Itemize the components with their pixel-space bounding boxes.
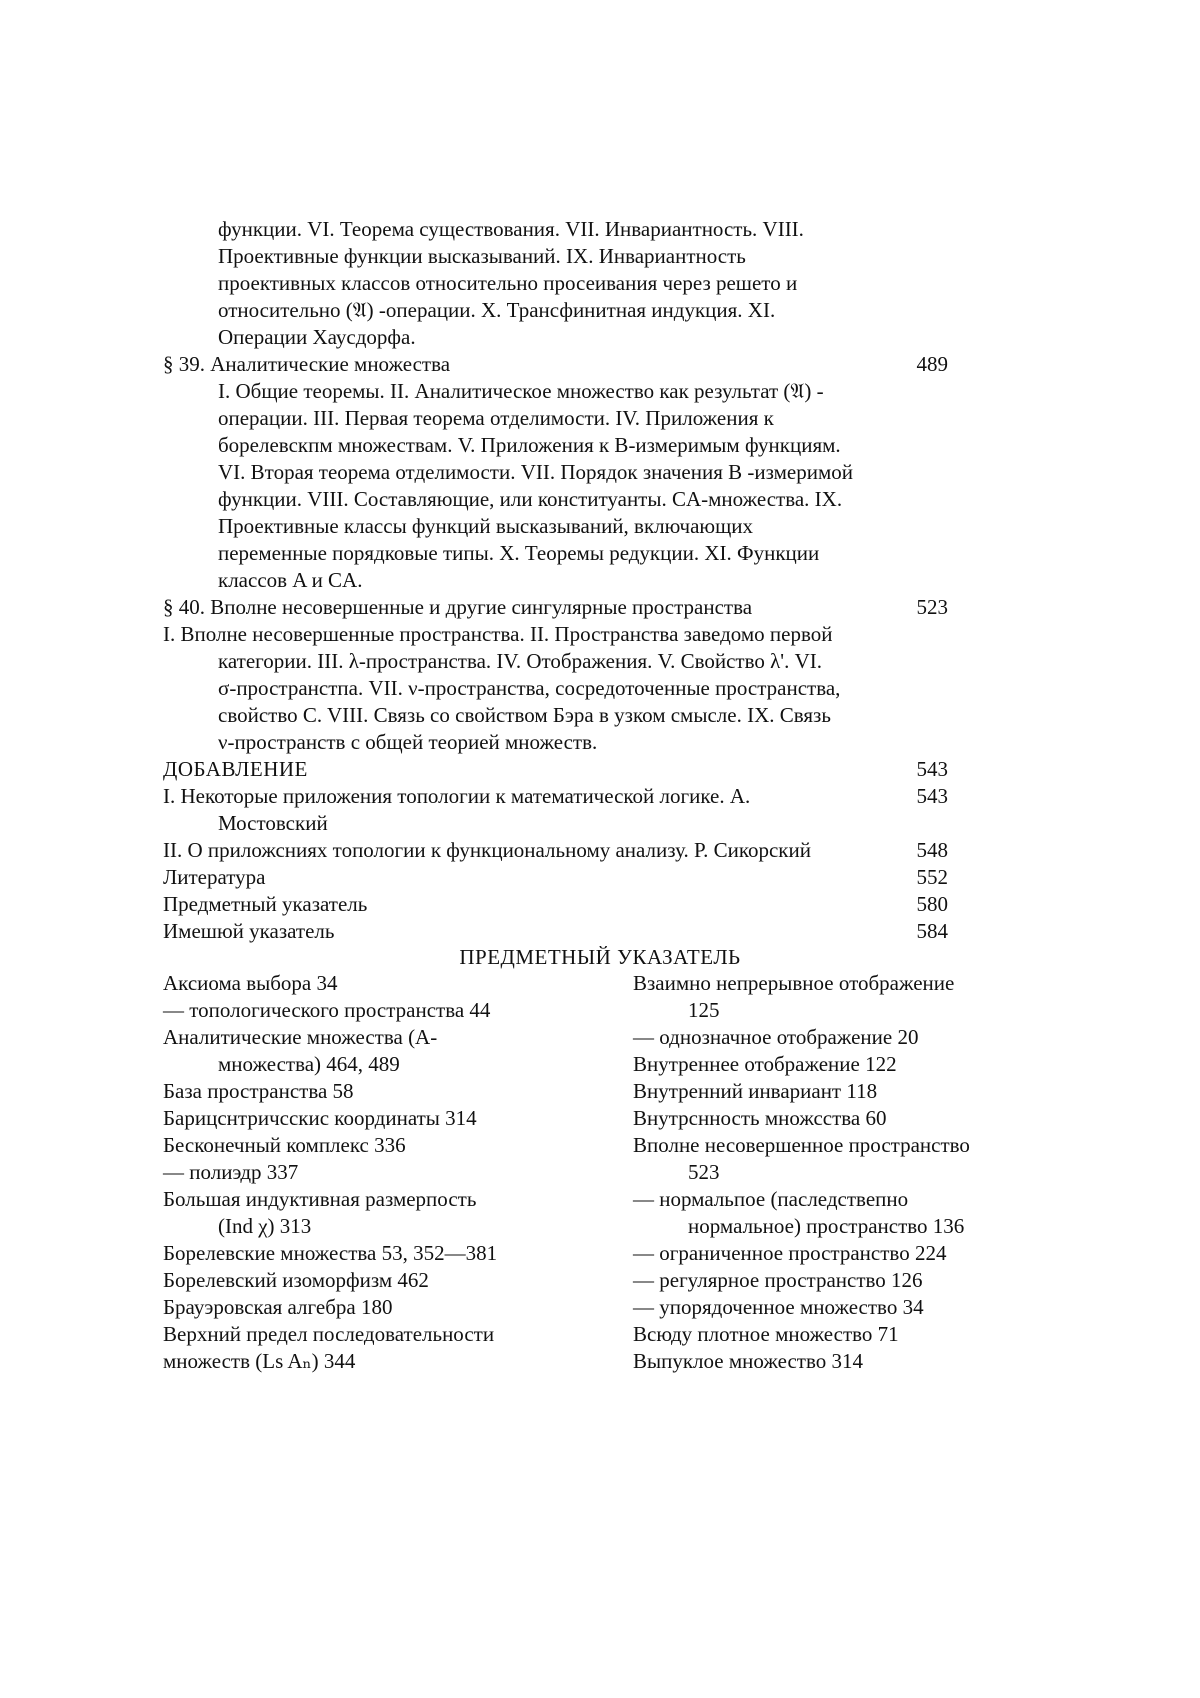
toc-line: борелевскпм множествам. V. Приложения к B-измеримым функциям. [218,433,841,457]
index-entry: Взаимно непрерывное отображение [633,971,955,995]
toc-entry-title: Предметный указатель [163,892,368,916]
toc-page-number: 580 [916,892,948,916]
index-entry: — упорядоченное множество 34 [633,1295,924,1319]
toc-entry-title: II. О приложсниях топологии к функциональному анализу. Р. Сикорский [163,838,811,862]
toc-page-number: 543 [916,784,948,808]
index-entry: — однозначное отображение 20 [633,1025,919,1049]
index-entry: Аналитические множества (A- [163,1025,438,1049]
index-entry: нормальное) пространство 136 [688,1214,965,1238]
index-entry: Внутрснность множсства 60 [633,1106,887,1130]
index-entry: Брауэровская алгебра 180 [163,1295,393,1319]
toc-line: функции. VIII. Составляющие, или конституанты. CA-множества. IX. [218,487,843,511]
toc-page-number: 489 [916,352,948,376]
toc-line: ν-пространств с общей теорией множеств. [218,730,598,754]
toc-line: классов A и CA. [218,568,363,592]
index-entry: Борелевские множества 53, 352—381 [163,1241,498,1265]
toc-line: относительно (𝔄) -операции. X. Трансфинитная индукция. XI. [218,298,776,322]
index-entry: — полиэдр 337 [163,1160,299,1184]
index-entry: — ограниченное пространство 224 [633,1241,947,1265]
toc-line: VI. Вторая теорема отделимости. VII. Порядок значения B -измеримой [218,460,853,484]
index-entry: — нормальпое (паследствепно [633,1187,909,1211]
toc-line: переменные порядковые типы. X. Теоремы редукции. XI. Функции [218,541,820,565]
toc-entry-title: Литература [163,865,266,889]
toc-line: проективных классов относительно просеивания через решето и [218,271,798,295]
toc-line: функции. VI. Теорема существования. VII. Инвариантность. VIII. [218,217,804,241]
toc-page-number: 548 [916,838,948,862]
toc-entry-title: § 39. Аналитические множества [163,352,451,376]
index-entry: Вполне несовершенное пространство [633,1133,970,1157]
toc-line: I. Общие теоремы. II. Аналитическое множество как результат (𝔄) - [218,379,824,403]
index-entry: Аксиома выбора 34 [163,971,338,995]
toc-line: Операции Хаусдорфа. [218,325,416,349]
toc-entry-title: Имешюй указатель [163,919,335,943]
index-entry: Барицснтричсскис координаты 314 [163,1106,477,1130]
toc-line: свойство C. VIII. Связь со свойством Бэра в узком смысле. IX. Связь [218,703,831,727]
index-entry: множества) 464, 489 [218,1052,400,1076]
toc-line: категории. III. λ-пространства. IV. Отображения. V. Свойство λ'. VI. [218,649,822,673]
index-entry: Всюду плотное множество 71 [633,1322,899,1346]
index-entry: 523 [688,1160,720,1184]
toc-line: Проективные классы функций высказываний, включающих [218,514,754,538]
index-entry: Внутреннее отображение 122 [633,1052,897,1076]
toc-entry-title: § 40. Вполне несовершенные и другие сингулярные пространства [163,595,753,619]
index-entry: Внутренний инвариант 118 [633,1079,878,1103]
index-entry: Борелевский изоморфизм 462 [163,1268,429,1292]
toc-line: операции. III. Первая теорема отделимости. IV. Приложения к [218,406,774,430]
toc-line: σ-пространстпа. VII. ν-пространства, сосредоточенные пространства, [218,676,841,700]
toc-appendix-title: ДОБАВЛЕНИЕ [163,757,308,781]
toc-entry-title: I. Некоторые приложения топологии к математической логике. А. [163,784,751,808]
index-entry: 125 [688,998,720,1022]
index-entry: Бесконечный комплекс 336 [163,1133,406,1157]
toc-page-number: 523 [916,595,948,619]
index-entry: Большая индуктивная размерпость [163,1187,477,1211]
toc-page-number: 584 [916,919,948,943]
index-heading: ПРЕДМЕТНЫЙ УКАЗАТЕЛЬ [459,945,741,969]
index-entry: Выпуклое множество 314 [633,1349,863,1373]
toc-page-number: 543 [916,757,948,781]
toc-line: Проективные функции высказываний. IX. Инвариантность [218,244,746,268]
index-entry: Верхний предел последовательности [163,1322,495,1346]
index-entry: множеств (Ls Aₙ) 344 [163,1349,356,1373]
toc-page-number: 552 [916,865,948,889]
toc-line: Мостовский [218,811,328,835]
index-entry: База пространства 58 [163,1079,354,1103]
toc-line: I. Вполне несовершенные пространства. II. Пространства заведомо первой [163,622,833,646]
index-entry: (Ind χ) 313 [218,1214,312,1238]
index-entry: — топологического пространства 44 [163,998,491,1022]
index-entry: — регулярное пространство 126 [633,1268,923,1292]
